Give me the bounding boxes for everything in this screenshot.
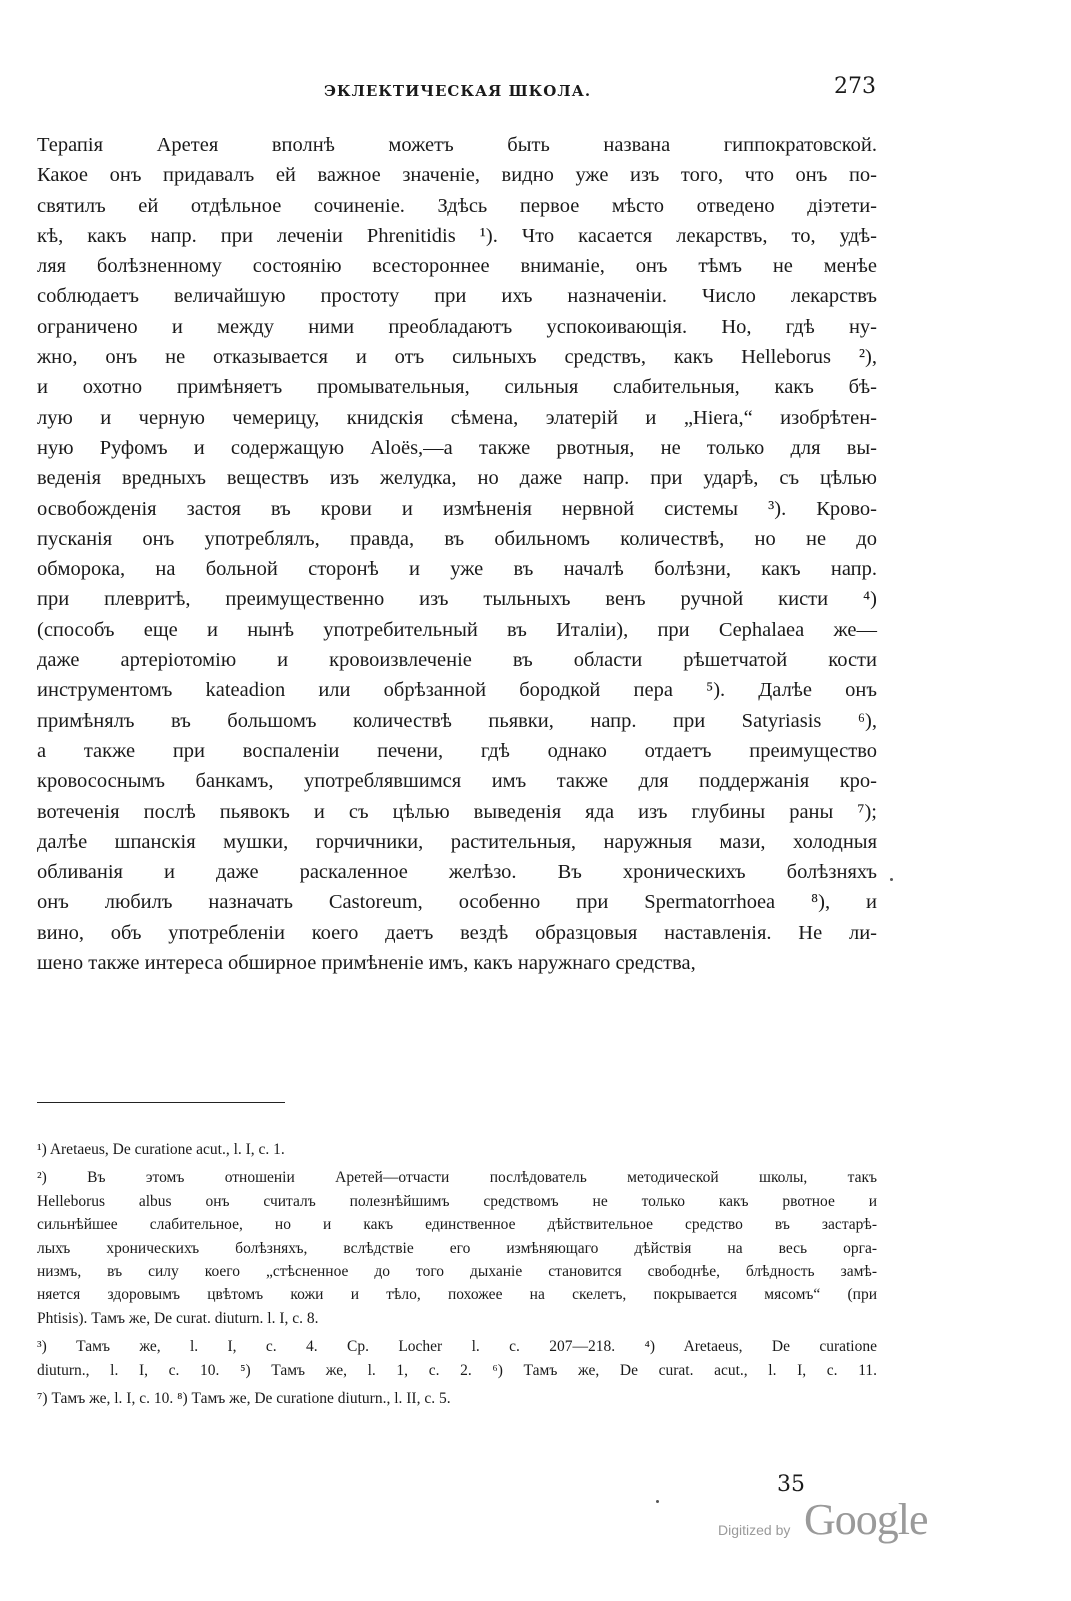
running-title: ЭКЛЕКТИЧЕСКАЯ ШКОЛА. bbox=[324, 82, 592, 100]
footnote-line: ⁷) Тамъ же, l. I, c. 10. ⁸) Тамъ же, De curatione diuturn., l. II, c. 5. bbox=[37, 1389, 451, 1407]
text-line: далѣе шпанскія мушки, горчичники, растительныя, наружныя мази, холодныя bbox=[37, 830, 877, 853]
main-text bbox=[37, 130, 877, 978]
page-number: 273 bbox=[834, 74, 876, 99]
text-line: онъ любилъ назначать Castoreum, особенно при Spermatorrhoea ⁸), и bbox=[37, 891, 877, 914]
signature-mark: 35 bbox=[777, 1472, 805, 1497]
text-line: вотеченія послѣ пьявокъ и съ цѣлью выведенія яда изъ глубины раны ⁷); bbox=[37, 800, 877, 823]
google-logo: Google bbox=[804, 1495, 928, 1544]
text-line: и охотно примѣняетъ промывательныя, сильныя слабительныя, какъ бѣ- bbox=[37, 376, 877, 399]
footnote-line: diuturn., l. I, c. 10. ⁵) Тамъ же, l. 1, c. 2. ⁶) Тамъ же, De curat. acut., l. I, c. 11. bbox=[37, 1361, 877, 1379]
text-line: лую и черную чемерицу, книдскія сѣмена, элатерій и „Hiera,“ изобрѣтен- bbox=[37, 406, 877, 429]
footnote-line: няется здоровымъ цвѣтомъ кожи и тѣло, похожее на скелетъ, покрывается мясомъ“ (при bbox=[37, 1286, 877, 1304]
text-line: а также при воспаленіи печени, гдѣ однако отдаетъ преимущество bbox=[37, 739, 877, 762]
footnote-line: Phtisis). Тамъ же, De curat. diuturn. l. I, c. 8. bbox=[37, 1309, 319, 1327]
text-line: при плевритѣ, преимущественно изъ тыльныхъ венъ ручной кисти ⁴) bbox=[37, 588, 877, 611]
text-line: веденія вредныхъ веществъ изъ желудка, но даже напр. при ударѣ, съ цѣлью bbox=[37, 467, 877, 490]
footnote-divider bbox=[37, 1102, 285, 1103]
text-line: ную Руфомъ и содержащую Aloës,—а также рвотныя, не только для вы- bbox=[37, 436, 877, 459]
text-line: святилъ ей отдѣльное сочиненіе. Здѣсь первое мѣсто отведено діэтети- bbox=[37, 194, 877, 217]
footnote-line: низмъ, въ силу коего „стѣсненное до того дыханіе становится свободнѣе, блѣдность замѣ- bbox=[37, 1262, 877, 1280]
speck bbox=[656, 1500, 659, 1503]
footnote-line: ²) Въ этомъ отношеніи Аретей—отчасти послѣдователь методической школы, такъ bbox=[37, 1169, 877, 1187]
page-header bbox=[36, 74, 876, 108]
text-line: примѣнялъ въ большомъ количествѣ пьявки, напр. при Satyriasis ⁶), bbox=[37, 709, 877, 732]
text-line: даже артеріотомію и кровоизвлеченіе въ области рѣшетчатой кости bbox=[37, 649, 877, 672]
footnotes bbox=[37, 1138, 877, 1410]
watermark-prefix: Digitized by bbox=[718, 1522, 791, 1538]
text-line: Терапія Аретея вполнѣ можетъ быть названа гиппократовской. bbox=[37, 134, 877, 156]
text-line: (способъ еще и нынѣ употребительный въ Италіи), при Cephalaea же— bbox=[37, 618, 877, 641]
footnote-line: сильнѣйшее слабительное, но и какъ единственное дѣйствительное средство въ застарѣ- bbox=[37, 1216, 877, 1234]
text-line: Какое онъ придавалъ ей важное значеніе, видно уже изъ того, что онъ по- bbox=[37, 164, 877, 187]
text-line: инструментомъ kateadion или обрѣзанной бородкой пера ⁵). Далѣе онъ bbox=[37, 679, 877, 702]
text-line: шено также интереса обширное примѣненіе имъ, какъ наружнаго средства, bbox=[37, 952, 696, 975]
text-line: ограничено и между ними преобладаютъ успокоивающія. Но, гдѣ ну- bbox=[37, 315, 877, 338]
text-line: обливанія и даже раскаленное желѣзо. Въ хроническихъ болѣзняхъ bbox=[37, 861, 877, 884]
digitized-watermark bbox=[718, 1492, 948, 1552]
speck bbox=[890, 878, 893, 881]
footnote-line: ³) Тамъ же, l. I, c. 4. Ср. Locher l. c. 207—218. ⁴) Aretaeus, De curatione bbox=[37, 1338, 877, 1356]
text-line: соблюдаетъ величайшую простоту при ихъ назначеніи. Число лекарствъ bbox=[37, 285, 877, 308]
text-line: вино, объ употребленіи коего даетъ вездѣ образцовыя наставленія. Не ли- bbox=[37, 921, 877, 944]
footnote-line: лыхъ хроническихъ болѣзняхъ, вслѣдствіе его измѣняющаго дѣйствія на весь орга- bbox=[37, 1239, 877, 1257]
text-line: жно, онъ не отказывается и отъ сильныхъ средствъ, какъ Helleborus ²), bbox=[37, 346, 877, 369]
text-line: ляя болѣзненному состоянію всестороннее вниманіе, онъ тѣмъ не менѣе bbox=[37, 255, 877, 278]
text-line: освобожденія застоя въ крови и измѣненія нервной системы ³). Крово- bbox=[37, 497, 877, 520]
footnote-line: Helleborus albus онъ считалъ полезнѣйшимъ средствомъ не только какъ рвотное и bbox=[37, 1192, 877, 1210]
text-line: кѣ, какъ напр. при леченіи Phrenitidis ¹). Что касается лекарствъ, то, удѣ- bbox=[37, 224, 877, 247]
text-line: обморока, на больной сторонѣ и уже въ началѣ болѣзни, какъ напр. bbox=[37, 558, 877, 581]
text-line: кровососнымъ банкамъ, употреблявшимся имъ также для поддержанія кро- bbox=[37, 770, 877, 793]
footnote-line: ¹) Aretaeus, De curatione acut., l. I, c. 1. bbox=[37, 1141, 285, 1158]
text-line: пусканія онъ употреблялъ, правда, въ обильномъ количествѣ, но не до bbox=[37, 527, 877, 550]
